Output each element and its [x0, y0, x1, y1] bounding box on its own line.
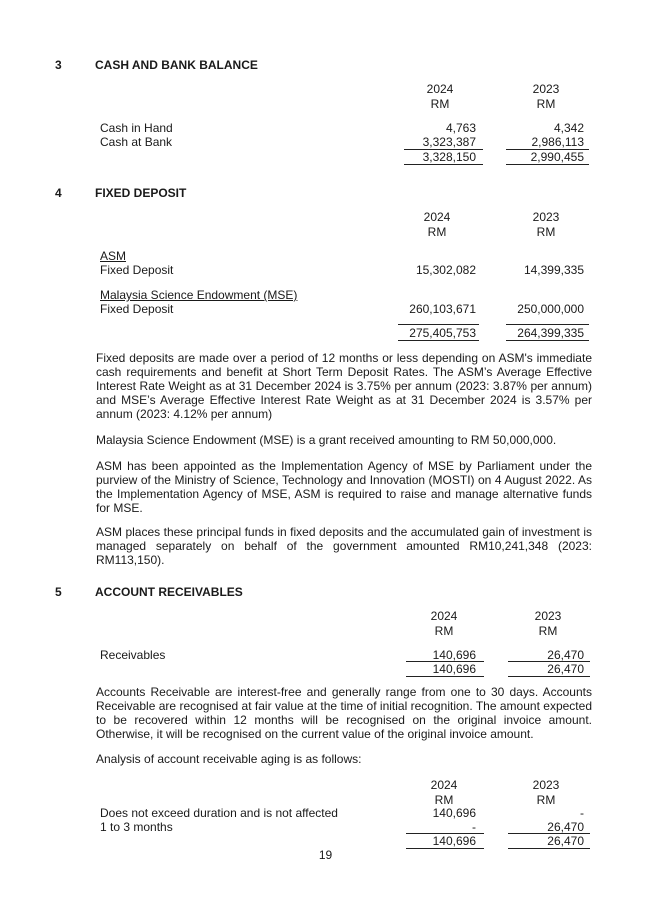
section-4-total-2024: 275,405,753 [409, 326, 476, 340]
cash-at-bank-label: Cash at Bank [100, 135, 173, 149]
aging-row-not-exceed-2024: 140,696 [432, 806, 476, 820]
cash-at-bank-2024: 3,323,387 [422, 135, 476, 149]
section-5-bottom-rule-2023 [508, 676, 590, 677]
mse-heading: Malaysia Science Endowment (MSE) [100, 288, 298, 302]
aging-row-not-exceed-2023: - [580, 806, 584, 820]
section-5-total-2024: 140,696 [432, 662, 476, 676]
receivables-2023: 26,470 [547, 648, 584, 662]
receivables-label: Receivables [100, 648, 166, 662]
receivables-2024: 140,696 [432, 648, 476, 662]
fixed-deposit-paragraph-rates: Fixed deposits are made over a period of 12 months or less depending on ASM's immediate cash requirements and benefit at Short Term Deposit Rates. The ASM’s Average Effective Interest Rate Weight as at 31 December 2024 is 3.75% per annum (2023: 3.87% per annum) and MSE’s Average Effective Interest Rate Weight as at 31 December 2024 is 3.57% per annum (2023: 4.12% per annum) [96, 351, 592, 421]
section-3-bottom-rule-2023 [506, 164, 589, 165]
col-2024-year: 2024 [426, 82, 454, 96]
section-3-total-2023: 2,990,455 [530, 150, 584, 164]
mse-fixed-deposit-2023: 250,000,000 [517, 302, 584, 316]
fixed-deposit-paragraph-principal: ASM places these principal funds in fixed deposits and the accumulated gain of investment is managed separately on behalf of the government amounted RM10,241,348 (2023: RM113,150). [96, 525, 592, 567]
fixed-deposit-paragraph-mse-grant: Malaysia Science Endowment (MSE) is a grant received amounting to RM 50,000,000. [96, 433, 557, 447]
section-5-number: 5 [55, 585, 62, 599]
aging-row-1-3-months-2024: - [472, 820, 476, 834]
col-2023-unit: RM [538, 624, 558, 638]
section-4-total-2023: 264,399,335 [517, 326, 584, 340]
cash-in-hand-label: Cash in Hand [100, 121, 173, 135]
fixed-deposit-paragraph-implementation: ASM has been appointed as the Implementation Agency of MSE by Parliament under the purview of the Ministry of Science, Technology and Innovation (MOSTI) on 4 August 2022. As the Implementation Agency of MSE, ASM is required to raise and manage alternative funds for MSE. [96, 459, 592, 515]
aging-col-2023-year: 2023 [532, 778, 560, 792]
aging-col-2024-unit: RM [434, 793, 454, 807]
aging-col-2023-unit: RM [536, 793, 556, 807]
section-4-bottom-rule-2023 [506, 340, 589, 341]
asm-heading: ASM [100, 249, 127, 263]
mse-fixed-deposit-2024: 260,103,671 [409, 302, 476, 316]
section-4-total-rule-2023 [506, 324, 589, 325]
asm-fixed-deposit-label: Fixed Deposit [100, 263, 174, 277]
aging-total-2024: 140,696 [432, 834, 476, 848]
section-5-bottom-rule-2024 [406, 676, 484, 677]
col-2023-unit: RM [536, 225, 556, 239]
col-2023-year: 2023 [532, 210, 560, 224]
aging-row-1-3-months-2023: 26,470 [547, 820, 584, 834]
col-2024-unit: RM [427, 225, 447, 239]
col-2024-unit: RM [430, 97, 450, 111]
aging-col-2024-year: 2024 [430, 778, 458, 792]
section-5-title: ACCOUNT RECEIVABLES [95, 585, 243, 599]
section-3-bottom-rule-2024 [404, 164, 483, 165]
section-5-total-2023: 26,470 [547, 662, 584, 676]
col-2023-year: 2023 [534, 609, 562, 623]
asm-fixed-deposit-2024: 15,302,082 [415, 263, 476, 277]
aging-total-2023: 26,470 [547, 834, 584, 848]
asm-fixed-deposit-2023: 14,399,335 [523, 263, 584, 277]
receivables-paragraph-terms: Accounts Receivable are interest-free and generally range from one to 30 days. Accounts Receivable are recognised at fair value at the time of initial recognition. The amount expected to be recovered within 12 months will be recognised on the original invoice amount. Otherwise, it will be recognised on the current value of the original invoice amount. [96, 685, 592, 741]
cash-in-hand-2023: 4,342 [553, 121, 584, 135]
section-4-bottom-rule-2024 [398, 340, 479, 341]
section-3-total-2024: 3,328,150 [422, 150, 476, 164]
col-2024-year: 2024 [430, 609, 458, 623]
mse-fixed-deposit-label: Fixed Deposit [100, 302, 174, 316]
col-2023-unit: RM [536, 97, 556, 111]
aging-row-1-3-months-label: 1 to 3 months [100, 820, 173, 834]
page-number: 19 [318, 848, 333, 862]
col-2023-year: 2023 [532, 82, 560, 96]
cash-at-bank-2023: 2,986,113 [531, 135, 584, 149]
section-3-number: 3 [55, 58, 62, 72]
cash-in-hand-2024: 4,763 [445, 121, 476, 135]
col-2024-year: 2024 [423, 210, 451, 224]
col-2024-unit: RM [434, 624, 454, 638]
section-3-title: CASH AND BANK BALANCE [95, 58, 258, 72]
section-4-total-rule-2024 [398, 324, 479, 325]
section-4-number: 4 [55, 186, 62, 200]
section-4-title: FIXED DEPOSIT [95, 186, 187, 200]
aging-row-not-exceed-label: Does not exceed duration and is not affected [100, 806, 338, 820]
receivables-paragraph-aging-intro: Analysis of account receivable aging is as follows: [96, 752, 362, 766]
